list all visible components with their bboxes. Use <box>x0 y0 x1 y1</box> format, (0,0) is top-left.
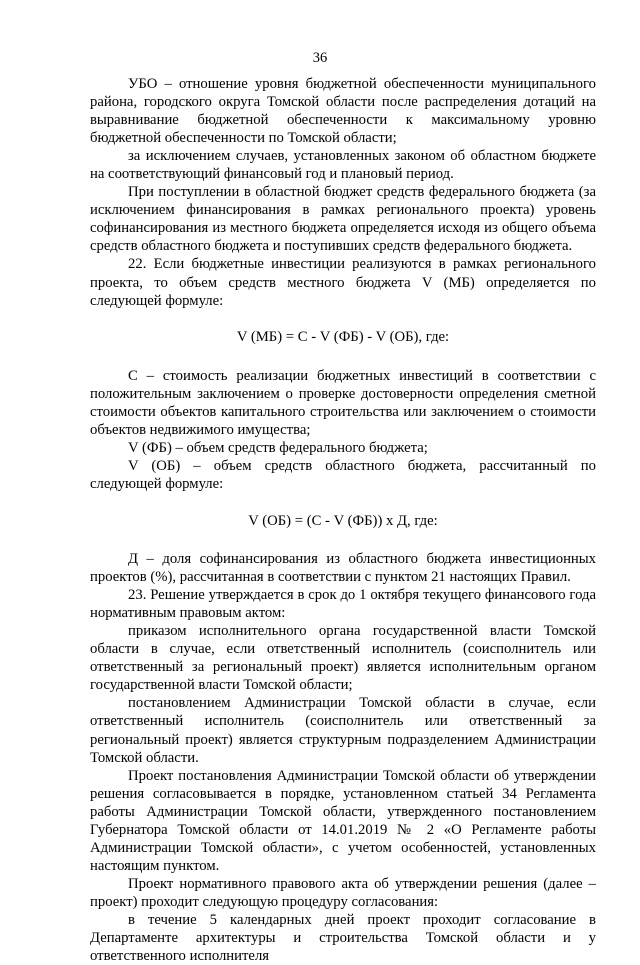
paragraph-draft-procedure: Проект нормативного правового акта об утверждении решения (далее – проект) проходит следующую процедуру согласования: <box>90 875 596 910</box>
paragraph-23: 23. Решение утверждается в срок до 1 октября текущего финансового года нормативным правовым актом: <box>90 587 596 622</box>
formula-local-budget: V (МБ) = С - V (ФБ) - V (ОБ), где: <box>236 328 450 345</box>
formula-regional-budget: V (ОБ) = (С - V (ФБ)) x Д, где: <box>248 512 438 529</box>
page-number: 36 <box>312 50 328 66</box>
paragraph-def-vfb: V (ФБ) – объем средств федерального бюджета; <box>128 439 428 456</box>
paragraph-def-d: Д – доля софинансирования из областного бюджета инвестиционных проектов (%), рассчитанная в соответствии с пунктом 21 настоящих Правил. <box>90 551 596 586</box>
paragraph-federal-funds: При поступлении в областной бюджет средств федерального бюджета (за исключением финансирования в рамках регионального проекта) уровень софинансирования из местного бюджета определяется исходя из общего объема средств областного бюджета и поступивших средств федерального бюджета. <box>90 184 596 255</box>
paragraph-exceptions: за исключением случаев, установленных законом об областном бюджете на соответствующий финансовый год и плановый период. <box>90 148 596 183</box>
document-body <box>90 75 596 965</box>
paragraph-def-c: С – стоимость реализации бюджетных инвестиций в соответствии с положительным заключением о проверке достоверности определения сметной стоимости объектов капитального строительства или заключением о стоимости объектов недвижимого имущества; <box>90 367 596 438</box>
paragraph-def-vob: V (ОБ) – объем средств областного бюджета, рассчитанный по следующей формуле: <box>90 457 596 492</box>
paragraph-draft-approval: Проект постановления Администрации Томской области об утверждении решения согласовывается в порядке, установленном статьей 34 Регламента работы Администрации Томской области, утвержденного постановлением Губернатора Томской области от 14.01.2019 № 2 «О Регламенте работы Администрации Томской области», с учетом особенностей, установленных настоящим пунктом. <box>90 767 596 874</box>
paragraph-order: приказом исполнительного органа государственной власти Томской области в случае, если ответственный исполнитель (соисполнитель или ответственный за региональный проект) является исполнительным органом государственной власти Томской области; <box>90 623 596 694</box>
paragraph-22: 22. Если бюджетные инвестиции реализуются в рамках регионального проекта, то объем средств местного бюджета V (МБ) определяется по следующей формуле: <box>90 256 596 309</box>
paragraph-ubo: УБО – отношение уровня бюджетной обеспеченности муниципального района, городского округа Томской области после распределения дотаций на выравнивание бюджетной обеспеченности к максимальному уровню бюджетной обеспеченности по Томской области; <box>90 76 596 147</box>
paragraph-resolution: постановлением Администрации Томской области в случае, если ответственный исполнитель (соисполнитель или ответственный за региональный проект) является структурным подразделением Администрации Томской области. <box>90 695 596 766</box>
paragraph-5-days: в течение 5 календарных дней проект проходит согласование в Департаменте архитектуры и строительства Томской области и у ответственного исполнителя <box>90 911 596 965</box>
